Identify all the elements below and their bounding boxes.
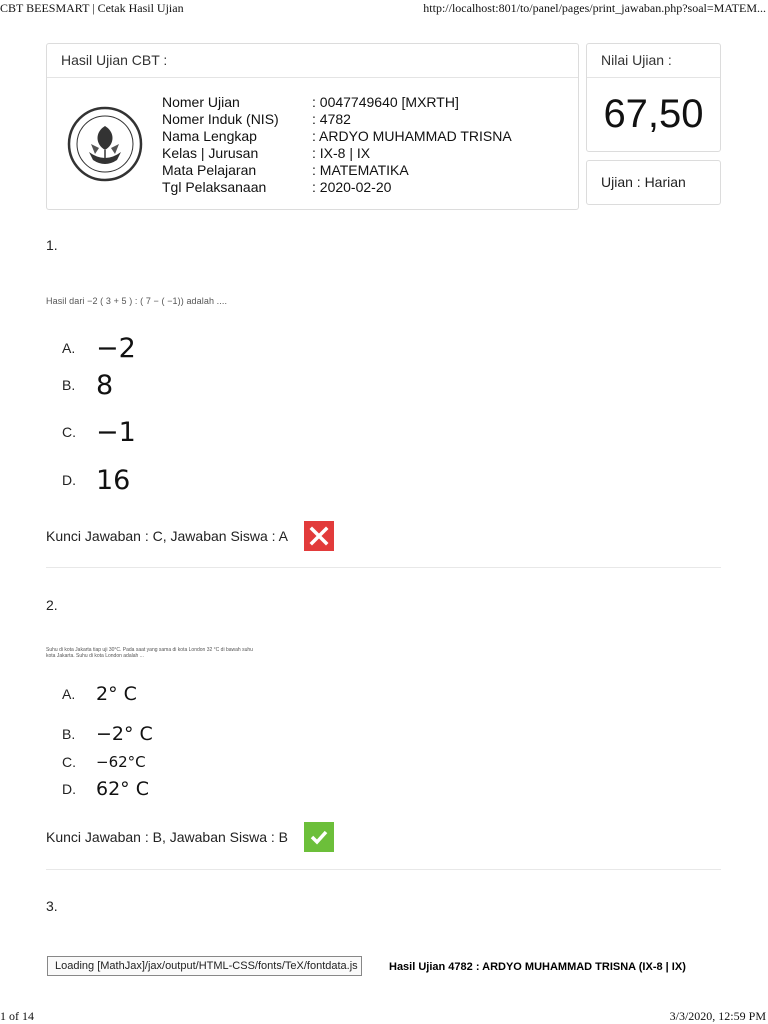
print-page-title: CBT BEESMART | Cetak Hasil Ujian: [0, 1, 184, 15]
question-1-option-a: A. −2: [62, 332, 136, 364]
question-1-option-b: B. 8: [62, 369, 114, 401]
hasil-footer-title: Hasil Ujian 4782 : ARDYO MUHAMMAD TRISNA (IX-8 | IX): [389, 961, 686, 973]
question-2-option-d: D. 62° C: [62, 778, 149, 800]
nilai-ujian-panel: [586, 43, 721, 152]
student-info-table: [162, 94, 512, 196]
question-1-text: Hasil dari −2 ( 3 + 5 ) : ( 7 − ( −1)) adalah ....: [46, 296, 228, 306]
question-3-number: 3.: [46, 898, 58, 914]
wrong-icon: [304, 521, 334, 551]
question-2-option-c: C. −62°C: [62, 753, 146, 771]
info-row-tanggal: Tgl Pelaksanaan : 2020-02-20: [162, 179, 392, 195]
print-header: [0, 0, 768, 16]
question-2-kunci: Kunci Jawaban : B, Jawaban Siswa : B: [46, 822, 334, 852]
question-2-text: Suhu di kota Jakarta tiap uji 30°C. Pada saat yang sama di kota London 32 °C di bawah suhu kota Jakarta. Suhu di kota London adalah ...: [46, 647, 253, 659]
print-footer: [0, 1008, 768, 1024]
info-row-nis: Nomer Induk (NIS) : 4782: [162, 111, 351, 127]
info-row-nomer-ujian: Nomer Ujian : 0047749640 [MXRTH]: [162, 94, 459, 110]
check-icon: [304, 822, 334, 852]
info-row-kelas: Kelas | Jurusan : IX-8 | IX: [162, 145, 371, 161]
hasil-ujian-panel: [46, 43, 579, 210]
question-1-option-c: C. −1: [62, 416, 136, 448]
question-1-option-d: D. 16: [62, 464, 131, 496]
nilai-ujian-title: Nilai Ujian :: [587, 44, 720, 78]
tut-wuri-handayani-logo-icon: [65, 104, 145, 184]
print-page-url: http://localhost:801/to/panel/pages/print_jawaban.php?soal=MATEM...: [423, 1, 766, 15]
question-1-number: 1.: [46, 237, 58, 253]
question-2-option-a: A. 2° C: [62, 683, 137, 705]
print-timestamp: 3/3/2020, 12:59 PM: [669, 1009, 766, 1023]
ujian-type-panel: Ujian : Harian: [586, 160, 721, 205]
mathjax-loading-status: Loading [MathJax]/jax/output/HTML-CSS/fonts/TeX/fontdata.js: [47, 956, 362, 976]
info-row-mapel: Mata Pelajaran : MATEMATIKA: [162, 162, 409, 178]
question-2-option-b: B. −2° C: [62, 723, 153, 745]
info-row-nama: Nama Lengkap : ARDYO MUHAMMAD TRISNA: [162, 128, 512, 144]
question-divider: [46, 567, 721, 568]
question-divider: [46, 869, 721, 870]
score-value: 67,50: [603, 92, 704, 136]
question-1-kunci: Kunci Jawaban : C, Jawaban Siswa : A: [46, 521, 334, 551]
hasil-ujian-title: Hasil Ujian CBT :: [47, 44, 578, 78]
question-2-number: 2.: [46, 597, 58, 613]
print-page-count: 1 of 14: [0, 1009, 34, 1023]
